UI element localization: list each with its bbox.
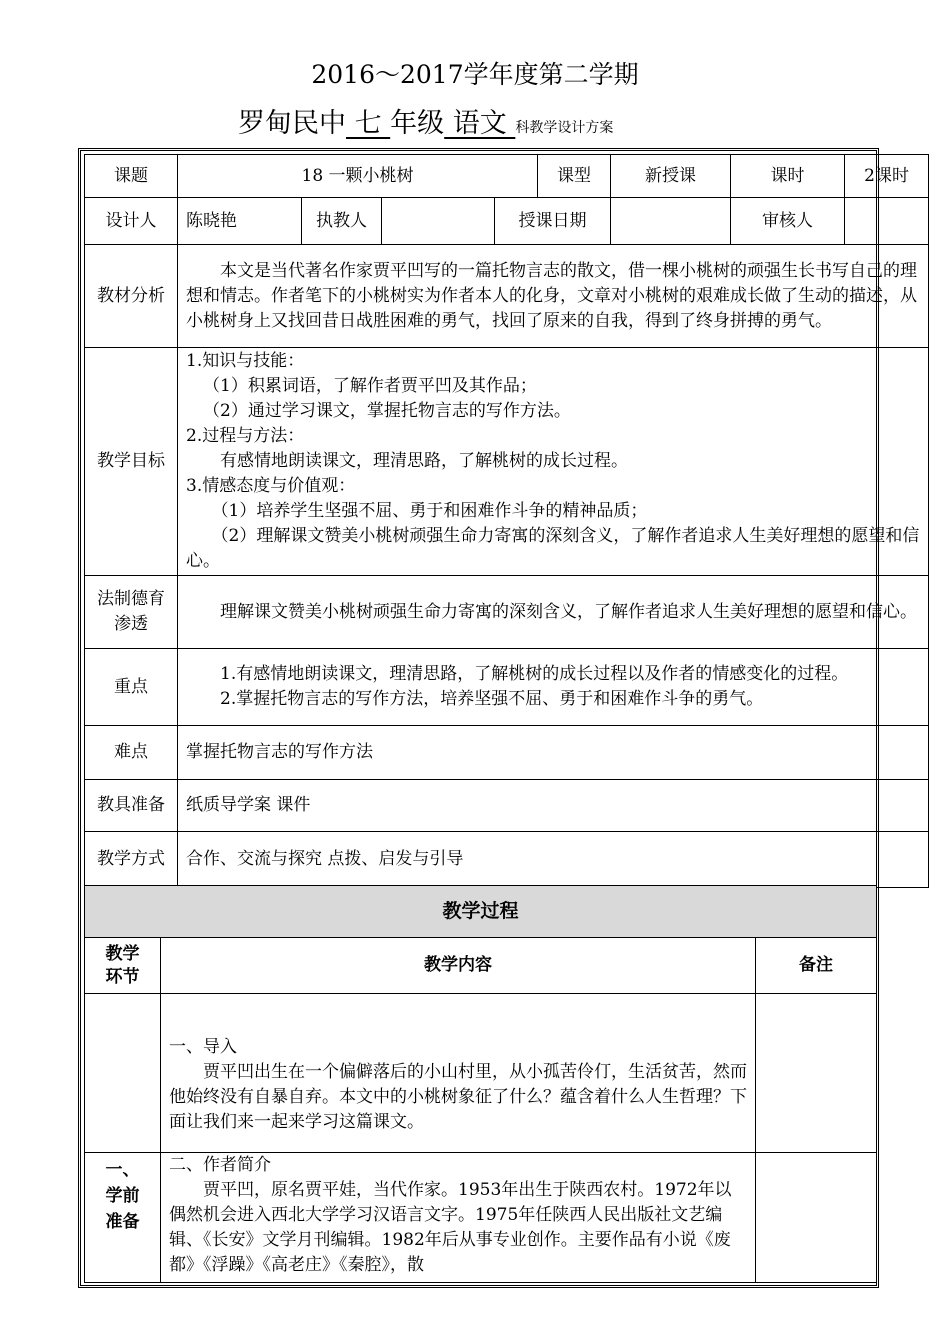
school-name: 罗甸民中 [238, 108, 346, 139]
subject-value: 语文 [444, 108, 516, 139]
table-row [85, 576, 929, 649]
table-row [85, 245, 929, 348]
date-value [611, 198, 731, 245]
goal-line: 有感情地朗读课文，理清思路，了解桃树的成长过程。 [220, 451, 628, 471]
reviewer-label: 审核人 [731, 198, 845, 245]
teacher-label: 执教人 [302, 198, 382, 245]
teacher-value [382, 198, 495, 245]
reviewer-value [845, 198, 929, 245]
topic-label: 课题 [85, 155, 178, 198]
goal-line: 2.过程与方法： [186, 426, 305, 446]
stage1-label: 一、学前准备 [85, 1153, 161, 1283]
table-row [85, 938, 877, 994]
designer-label: 设计人 [85, 198, 178, 245]
goal-line: （2）通过学习课文，掌握托物言志的写作方法。 [203, 401, 571, 421]
table-row [85, 649, 929, 726]
plan-suffix: 科教学设计方案 [515, 120, 614, 136]
intro-content [161, 994, 756, 1153]
law-text: 理解课文赞美小桃树顽强生命力寄寓的深刻含义，了解作者追求人生美好理想的愿望和信心。 [178, 576, 929, 649]
analysis-label: 教材分析 [85, 245, 178, 348]
key-line: 2.掌握托物言志的写作方法，培养坚强不屈、勇于和困难作斗争的勇气。 [220, 689, 764, 709]
process-title: 教学过程 [85, 886, 877, 938]
goal-line: 3.情感态度与价值观： [186, 476, 356, 496]
col-stage-header: 教学环节 [85, 938, 161, 994]
goal-line: （2）理解课文赞美小桃树顽强生命力寄寓的深刻含义，了解作者追求人生美好理想的愿望和信心。 [186, 526, 920, 571]
key-content [178, 649, 929, 726]
process-table [84, 885, 877, 1283]
col-content-header: 教学内容 [161, 938, 756, 994]
semester-title: 2016～2017学年度第二学期 [311, 60, 639, 89]
difficulty-label: 难点 [85, 726, 178, 780]
goals-content [178, 348, 929, 576]
tools-text: 纸质导学案 课件 [178, 780, 929, 832]
plan-title [238, 106, 613, 146]
author-content [161, 1153, 756, 1283]
method-label: 教学方式 [85, 832, 178, 888]
hours-label: 课时 [731, 155, 845, 198]
table-row [85, 1153, 877, 1283]
type-label: 课型 [538, 155, 611, 198]
grade-value: 七 [346, 108, 391, 139]
stage-cell [85, 994, 161, 1153]
hours-value: 2课时 [845, 155, 929, 198]
col-notes-header: 备注 [756, 938, 877, 994]
key-line: 1.有感情地朗读课文，理清思路，了解桃树的成长过程以及作者的情感变化的过程。 [220, 664, 849, 684]
table-row [85, 726, 929, 780]
tools-label: 教具准备 [85, 780, 178, 832]
difficulty-text: 掌握托物言志的写作方法 [178, 726, 929, 780]
table-row [85, 886, 877, 938]
method-text: 合作、交流与探究 点拨、启发与引导 [178, 832, 929, 888]
type-value: 新授课 [611, 155, 731, 198]
intro-text: 贾平凹出生在一个偏僻落后的小山村里，从小孤苦伶仃，生活贫苦，然而他始终没有自暴自弃。本文中的小桃树象征了什么？蕴含着什么人生哲理？下面让我们来一起来学习这篇课文。 [169, 1062, 747, 1132]
table-row [85, 155, 929, 198]
lesson-info-table [84, 154, 929, 888]
author-heading: 二、作者简介 [169, 1155, 271, 1175]
notes-cell [756, 1153, 877, 1283]
goals-label: 教学目标 [85, 348, 178, 576]
notes-cell [756, 994, 877, 1153]
table-row [85, 832, 929, 888]
goal-line: （1）积累词语，了解作者贾平凹及其作品； [203, 376, 537, 396]
goal-line: （1）培养学生坚强不屈、勇于和困难作斗争的精神品质； [211, 501, 648, 521]
goal-line: 1.知识与技能： [186, 351, 305, 371]
key-label: 重点 [85, 649, 178, 726]
author-text: 贾平凹，原名贾平娃，当代作家。1953年出生于陕西农村。1972年以偶然机会进入西北大学学习汉语言文字。1975年任陕西人民出版社文艺编辑、《长安》文学月刊编辑。1982年后从事专业创作。主要作品有小说《废都》《浮躁》《高老庄》《秦腔》，散 [169, 1180, 732, 1275]
topic-value: 18 一颗小桃树 [178, 155, 538, 198]
intro-heading: 一、导入 [169, 1037, 237, 1057]
date-label: 授课日期 [495, 198, 611, 245]
table-row [85, 198, 929, 245]
table-row [85, 348, 929, 576]
table-row [85, 780, 929, 832]
law-label: 法制德育渗透 [85, 576, 178, 649]
table-row [85, 994, 877, 1153]
designer-value: 陈晓艳 [178, 198, 302, 245]
grade-suffix: 年级 [390, 108, 445, 139]
analysis-text: 本文是当代著名作家贾平凹写的一篇托物言志的散文，借一棵小桃树的顽强生长书写自己的理想和情志。作者笔下的小桃树实为作者本人的化身，文章对小桃树的艰难成长做了生动的描述，从小桃树身上又找回昔日战胜困难的勇气，找回了原来的自我，得到了终身拼搏的勇气。 [178, 245, 929, 348]
